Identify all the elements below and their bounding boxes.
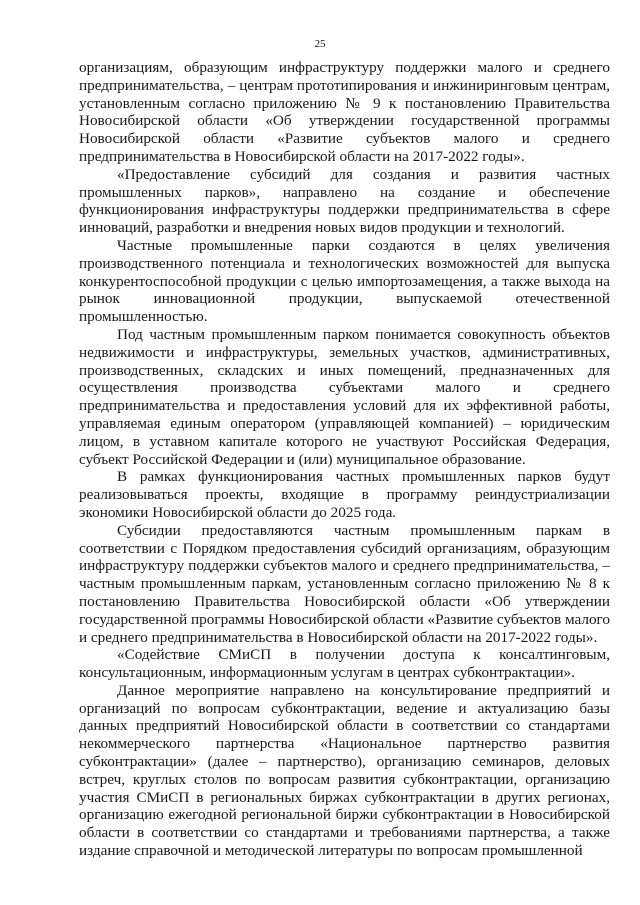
page-number: 25 <box>314 38 326 50</box>
document-body <box>79 59 610 860</box>
paragraph-industrial-parks-purpose: Частные промышленные парки создаются в целях увеличения производственного потенциала и технологических возможностей для выпуска конкурентоспособной продукции с целью импортозамещения, а также выхода на рынок инновационной продукции, выпускаемой отечественной промышленностью. <box>79 236 610 326</box>
paragraph-subcontracting-details: Данное мероприятие направлено на консультирование предприятий и организаций по вопросам субконтрактации, ведение и актуализацию базы данных предприятий Новосибирской области в соответствии со стандартами некоммерческого партнерства «Национальное партнерство развития субконтрактации» (далее – партнерство), организацию семинаров, деловых встреч, круглых столов по вопросам развития субконтрактации, организацию участия СМиСП в региональных биржах субконтрактации в других регионах, организацию ежегодной региональной биржи субконтрактации в Новосибирской области в соответствии со стандартами и требованиями партнерства, а также издание справочной и методической литературы по вопросам промышленной <box>79 681 610 860</box>
paragraph-reindustrialization: В рамках функционирования частных промышленных парков будут реализовываться проекты, входящие в программу реиндустриализации экономики Новосибирской области до 2025 года. <box>79 468 610 521</box>
paragraph-subcontracting-title: «Содействие СМиСП в получении доступа к консалтинговым, консультационным, информационным услугам в центрах субконтрактации». <box>79 646 610 682</box>
paragraph-subsidy-procedure: Субсидии предоставляются частным промышленным паркам в соответствии с Порядком предоставления субсидий организациям, образующим инфраструктуру поддержки субъектов малого и среднего предпринимательства, – частным промышленным паркам, установленным согласно приложению № 8 к постановлению Правительства Новосибирской области «Об утверждении государственной программы Новосибирской области «Развитие субъектов малого и среднего предпринимательства в Новосибирской области на 2017-2022 годы». <box>79 521 610 646</box>
paragraph-continuation: организациям, образующим инфраструктуру поддержки малого и среднего предпринимательства, – центрам прототипирования и инжиниринговым центрам, установленным согласно приложению № 9 к постановлению Правительства Новосибирской области «Об утверждении государственной программы Новосибирской области «Развитие субъектов малого и среднего предпринимательства в Новосибирской области на 2017-2022 годы». <box>79 59 610 165</box>
paragraph-industrial-park-definition: Под частным промышленным парком понимается совокупность объектов недвижимости и инфраструктуры, земельных участков, административных, производственных, складских и иных помещений, предназначенных для осуществления производства субъектами малого и среднего предпринимательства и предоставления условий для их эффективной работы, управляемая единым оператором (управляющей компанией) – юридическим лицом, в уставном капитале которого не участвуют Российская Федерация, субъект Российской Федерации и (или) муниципальное образование. <box>79 325 610 468</box>
paragraph-industrial-parks-subsidy: «Предоставление субсидий для создания и развития частных промышленных парков», направлено на создание и обеспечение функционирования инфраструктуры поддержки предпринимательства в сфере инноваций, разработки и внедрения новых видов продукции и технологий. <box>79 165 610 237</box>
